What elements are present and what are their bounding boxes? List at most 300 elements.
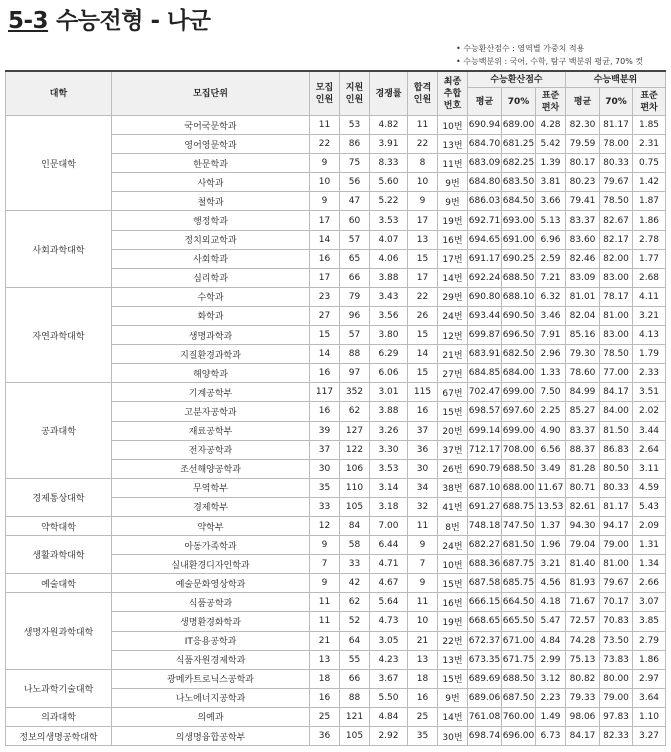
cell-score-avg: 688.36: [468, 555, 502, 574]
cell-score-sd: 1.37: [536, 516, 566, 535]
cell-unit: 나노에너지공학과: [112, 688, 310, 707]
cell-pct-70: 79.00: [600, 536, 633, 555]
cell-ratio: 3.67: [370, 669, 408, 688]
cell-ratio: 4.07: [370, 230, 408, 249]
cell-unit: 실내환경디자인학과: [112, 555, 310, 574]
cell-unit: 식품자원경제학과: [112, 650, 310, 669]
cell-final: 11번: [438, 154, 468, 173]
cell-score-avg: 748.18: [468, 516, 502, 535]
cell-pct-sd: 0.75: [633, 154, 666, 173]
section-number: 5-3: [8, 8, 49, 34]
cell-pass: 22: [408, 287, 438, 306]
cell-final: 9번: [438, 688, 468, 707]
cell-score-70: 691.00: [502, 230, 536, 249]
table-row: [6, 574, 666, 593]
cell-college: 의과대학: [6, 707, 112, 726]
cell-unit: 생명환경화학과: [112, 612, 310, 631]
table-row: [6, 669, 666, 688]
cell-ratio: 3.91: [370, 135, 408, 154]
cell-pct-sd: 2.31: [633, 135, 666, 154]
cell-pct-avg: 83.37: [566, 211, 600, 230]
cell-final: 30번: [438, 727, 468, 746]
cell-score-avg: 686.03: [468, 192, 502, 211]
cell-recruit: 11: [310, 593, 340, 612]
cell-score-avg: 698.74: [468, 727, 502, 746]
cell-ratio: 4.23: [370, 650, 408, 669]
cell-recruit: 117: [310, 383, 340, 402]
cell-recruit: 9: [310, 536, 340, 555]
header-score-group: 수능환산점수: [468, 71, 566, 88]
cell-score-avg: 666.15: [468, 593, 502, 612]
cell-pct-sd: 4.59: [633, 478, 666, 497]
cell-pct-70: 78.17: [600, 287, 633, 306]
cell-unit: 고분자공학과: [112, 402, 310, 421]
cell-score-70: 683.50: [502, 173, 536, 192]
cell-pct-sd: 3.51: [633, 383, 666, 402]
cell-final: 14번: [438, 707, 468, 726]
cell-score-sd: 4.28: [536, 116, 566, 135]
cell-college: 경제통상대학: [6, 478, 112, 516]
cell-score-sd: 1.49: [536, 707, 566, 726]
cell-recruit: 16: [310, 688, 340, 707]
cell-score-sd: 3.49: [536, 459, 566, 478]
cell-pct-70: 83.00: [600, 268, 633, 287]
cell-final: 67번: [438, 383, 468, 402]
cell-score-avg: 690.79: [468, 459, 502, 478]
cell-pct-sd: 1.85: [633, 116, 666, 135]
cell-apply: 64: [340, 631, 370, 650]
cell-recruit: 23: [310, 287, 340, 306]
cell-score-70: 682.50: [502, 345, 536, 364]
cell-ratio: 3.56: [370, 306, 408, 325]
cell-pass: 35: [408, 727, 438, 746]
cell-final: 41번: [438, 497, 468, 516]
cell-final: 24번: [438, 536, 468, 555]
cell-apply: 60: [340, 211, 370, 230]
cell-apply: 42: [340, 574, 370, 593]
cell-pct-avg: 79.41: [566, 192, 600, 211]
cell-final: 10번: [438, 555, 468, 574]
cell-pct-sd: 2.97: [633, 669, 666, 688]
cell-pct-70: 82.67: [600, 211, 633, 230]
cell-ratio: 2.92: [370, 727, 408, 746]
cell-recruit: 17: [310, 211, 340, 230]
cell-score-sd: 3.46: [536, 306, 566, 325]
cell-pass: 22: [408, 135, 438, 154]
cell-pct-sd: 3.85: [633, 612, 666, 631]
cell-score-avg: 687.58: [468, 574, 502, 593]
cell-score-sd: 2.23: [536, 688, 566, 707]
cell-score-avg: 712.17: [468, 440, 502, 459]
cell-recruit: 10: [310, 173, 340, 192]
cell-score-sd: 4.90: [536, 421, 566, 440]
cell-score-70: 689.00: [502, 116, 536, 135]
cell-pct-avg: 83.60: [566, 230, 600, 249]
cell-pct-sd: 2.02: [633, 402, 666, 421]
cell-pct-sd: 4.13: [633, 326, 666, 345]
cell-apply: 47: [340, 192, 370, 211]
cell-college: 약학대학: [6, 516, 112, 535]
cell-pass: 34: [408, 478, 438, 497]
cell-score-sd: 2.25: [536, 402, 566, 421]
header-final: 최종 추합 번호: [438, 71, 468, 116]
cell-ratio: 8.33: [370, 154, 408, 173]
cell-pass: 9: [408, 536, 438, 555]
cell-apply: 352: [340, 383, 370, 402]
cell-pass: 15: [408, 326, 438, 345]
cell-pct-avg: 83.37: [566, 421, 600, 440]
cell-pass: 16: [408, 402, 438, 421]
cell-pct-avg: 82.30: [566, 116, 600, 135]
cell-pct-avg: 83.09: [566, 268, 600, 287]
cell-pct-sd: 3.07: [633, 593, 666, 612]
cell-pass: 21: [408, 631, 438, 650]
cell-score-avg: 687.10: [468, 478, 502, 497]
cell-unit: 의예과: [112, 707, 310, 726]
cell-ratio: 3.53: [370, 459, 408, 478]
cell-final: 9번: [438, 192, 468, 211]
cell-apply: 86: [340, 135, 370, 154]
cell-pct-avg: 79.33: [566, 688, 600, 707]
header-pct-avg: 평균: [566, 88, 600, 116]
cell-pass: 13: [408, 650, 438, 669]
cell-apply: 127: [340, 421, 370, 440]
cell-score-70: 690.50: [502, 306, 536, 325]
cell-ratio: 4.71: [370, 555, 408, 574]
cell-recruit: 16: [310, 402, 340, 421]
cell-pass: 10: [408, 612, 438, 631]
cell-unit: 영어영문학과: [112, 135, 310, 154]
cell-ratio: 3.18: [370, 497, 408, 516]
cell-pass: 37: [408, 421, 438, 440]
cell-pct-70: 84.00: [600, 402, 633, 421]
cell-pct-sd: 5.43: [633, 497, 666, 516]
cell-score-70: 681.50: [502, 536, 536, 555]
cell-score-sd: 4.84: [536, 631, 566, 650]
cell-final: 27번: [438, 364, 468, 383]
cell-apply: 66: [340, 669, 370, 688]
cell-apply: 79: [340, 287, 370, 306]
cell-score-avg: 683.91: [468, 345, 502, 364]
cell-pct-70: 80.00: [600, 669, 633, 688]
cell-score-70: 671.00: [502, 631, 536, 650]
cell-ratio: 3.53: [370, 211, 408, 230]
cell-score-avg: 684.80: [468, 173, 502, 192]
cell-apply: 96: [340, 306, 370, 325]
cell-pct-sd: 1.42: [633, 173, 666, 192]
table-row: [6, 707, 666, 726]
cell-score-70: 682.25: [502, 154, 536, 173]
cell-apply: 65: [340, 249, 370, 268]
cell-pct-avg: 98.06: [566, 707, 600, 726]
cell-apply: 55: [340, 650, 370, 669]
cell-score-sd: 4.56: [536, 574, 566, 593]
cell-apply: 75: [340, 154, 370, 173]
cell-final: 9번: [438, 173, 468, 192]
cell-score-sd: 6.96: [536, 230, 566, 249]
cell-score-70: 699.00: [502, 383, 536, 402]
cell-recruit: 9: [310, 574, 340, 593]
cell-final: 13번: [438, 650, 468, 669]
cell-final: 38번: [438, 478, 468, 497]
cell-ratio: 4.82: [370, 116, 408, 135]
cell-final: 15번: [438, 402, 468, 421]
cell-ratio: 4.06: [370, 249, 408, 268]
cell-pct-70: 82.00: [600, 249, 633, 268]
cell-apply: 57: [340, 326, 370, 345]
cell-apply: 97: [340, 364, 370, 383]
cell-pct-70: 81.17: [600, 116, 633, 135]
cell-score-sd: 2.99: [536, 650, 566, 669]
cell-college: 공과대학: [6, 383, 112, 478]
cell-pct-sd: 3.11: [633, 459, 666, 478]
cell-score-sd: 6.32: [536, 287, 566, 306]
table-body: [6, 116, 666, 746]
cell-score-70: 688.75: [502, 497, 536, 516]
cell-college: 생활과학대학: [6, 536, 112, 574]
cell-pct-avg: 94.30: [566, 516, 600, 535]
cell-score-sd: 5.42: [536, 135, 566, 154]
cell-score-sd: 3.12: [536, 669, 566, 688]
table-row: [6, 593, 666, 612]
cell-pct-sd: 1.77: [633, 249, 666, 268]
admission-table: [5, 70, 666, 746]
cell-pct-70: 78.50: [600, 192, 633, 211]
table-row: [6, 536, 666, 555]
cell-recruit: 15: [310, 326, 340, 345]
cell-pct-avg: 80.71: [566, 478, 600, 497]
cell-score-70: 685.75: [502, 574, 536, 593]
cell-unit: 아동가족학과: [112, 536, 310, 555]
cell-pct-avg: 79.59: [566, 135, 600, 154]
cell-final: 21번: [438, 345, 468, 364]
cell-pct-sd: 2.64: [633, 440, 666, 459]
cell-ratio: 3.80: [370, 326, 408, 345]
cell-recruit: 37: [310, 440, 340, 459]
cell-unit: 국어국문학과: [112, 116, 310, 135]
cell-pct-avg: 74.28: [566, 631, 600, 650]
cell-unit: 정치외교학과: [112, 230, 310, 249]
cell-score-sd: 7.91: [536, 326, 566, 345]
cell-pct-avg: 82.61: [566, 497, 600, 516]
cell-recruit: 9: [310, 192, 340, 211]
cell-pass: 9: [408, 574, 438, 593]
header-college: 대학: [6, 71, 112, 116]
cell-pct-70: 81.00: [600, 306, 633, 325]
cell-final: 8번: [438, 516, 468, 535]
cell-ratio: 3.88: [370, 268, 408, 287]
cell-recruit: 30: [310, 459, 340, 478]
cell-score-sd: 6.56: [536, 440, 566, 459]
cell-recruit: 9: [310, 154, 340, 173]
header-apply: 지원 인원: [340, 71, 370, 116]
cell-pct-70: 73.50: [600, 631, 633, 650]
cell-unit: 심리학과: [112, 268, 310, 287]
cell-recruit: 18: [310, 669, 340, 688]
cell-pct-avg: 85.16: [566, 326, 600, 345]
cell-final: 14번: [438, 268, 468, 287]
cell-pass: 11: [408, 516, 438, 535]
cell-ratio: 5.64: [370, 593, 408, 612]
cell-recruit: 16: [310, 249, 340, 268]
cell-unit: 경제학부: [112, 497, 310, 516]
cell-score-avg: 684.70: [468, 135, 502, 154]
cell-pct-sd: 2.78: [633, 230, 666, 249]
cell-apply: 122: [340, 440, 370, 459]
cell-score-avg: 761.08: [468, 707, 502, 726]
cell-score-70: 687.50: [502, 688, 536, 707]
cell-pass: 7: [408, 555, 438, 574]
cell-score-sd: 7.50: [536, 383, 566, 402]
cell-pct-70: 79.67: [600, 173, 633, 192]
cell-score-sd: 5.13: [536, 211, 566, 230]
cell-ratio: 4.67: [370, 574, 408, 593]
cell-apply: 121: [340, 707, 370, 726]
cell-score-avg: 683.09: [468, 154, 502, 173]
header-pass: 합격 인원: [408, 71, 438, 116]
cell-score-70: 696.00: [502, 727, 536, 746]
cell-ratio: 5.50: [370, 688, 408, 707]
cell-score-avg: 699.14: [468, 421, 502, 440]
cell-unit: IT응용공학과: [112, 631, 310, 650]
cell-pct-avg: 72.57: [566, 612, 600, 631]
cell-recruit: 21: [310, 631, 340, 650]
note-score: • 수능환산점수 : 영역별 가중치 적용: [456, 44, 585, 53]
cell-college: 정보의생명공학대학: [6, 727, 112, 746]
cell-pct-avg: 79.04: [566, 536, 600, 555]
cell-pct-sd: 3.64: [633, 688, 666, 707]
cell-score-avg: 689.06: [468, 688, 502, 707]
cell-final: 10번: [438, 116, 468, 135]
cell-apply: 62: [340, 402, 370, 421]
cell-apply: 62: [340, 593, 370, 612]
cell-score-avg: 690.94: [468, 116, 502, 135]
cell-pct-sd: 2.79: [633, 631, 666, 650]
cell-score-avg: 698.57: [468, 402, 502, 421]
cell-unit: 사회학과: [112, 249, 310, 268]
cell-ratio: 4.84: [370, 707, 408, 726]
cell-pct-avg: 71.67: [566, 593, 600, 612]
cell-final: 20번: [438, 421, 468, 440]
cell-pct-70: 84.17: [600, 383, 633, 402]
cell-ratio: 6.29: [370, 345, 408, 364]
header-pct-group: 수능백분위: [566, 71, 666, 88]
cell-recruit: 25: [310, 707, 340, 726]
cell-score-70: 760.00: [502, 707, 536, 726]
cell-pct-avg: 81.28: [566, 459, 600, 478]
cell-unit: 식품공학과: [112, 593, 310, 612]
cell-final: 19번: [438, 211, 468, 230]
cell-pct-avg: 84.17: [566, 727, 600, 746]
cell-recruit: 11: [310, 116, 340, 135]
page-title: [8, 4, 210, 38]
cell-apply: 110: [340, 478, 370, 497]
cell-pct-70: 78.50: [600, 345, 633, 364]
cell-score-sd: 6.73: [536, 727, 566, 746]
cell-recruit: 14: [310, 345, 340, 364]
cell-score-sd: 3.21: [536, 555, 566, 574]
cell-score-avg: 691.27: [468, 497, 502, 516]
cell-apply: 58: [340, 536, 370, 555]
cell-pass: 11: [408, 593, 438, 612]
cell-pass: 30: [408, 459, 438, 478]
cell-pct-sd: 1.31: [633, 536, 666, 555]
cell-score-avg: 689.69: [468, 669, 502, 688]
cell-college: 생명자원과학대학: [6, 593, 112, 669]
cell-pct-70: 81.00: [600, 555, 633, 574]
cell-score-70: 693.00: [502, 211, 536, 230]
cell-score-70: 747.50: [502, 516, 536, 535]
cell-score-sd: 7.21: [536, 268, 566, 287]
cell-unit: 예술문화영상학과: [112, 574, 310, 593]
cell-apply: 53: [340, 116, 370, 135]
cell-pct-avg: 81.93: [566, 574, 600, 593]
cell-pct-sd: 1.87: [633, 192, 666, 211]
cell-score-sd: 11.67: [536, 478, 566, 497]
section-title: 수능전형 - 나군: [56, 8, 211, 34]
cell-apply: 88: [340, 345, 370, 364]
cell-ratio: 3.30: [370, 440, 408, 459]
cell-college: 예술대학: [6, 574, 112, 593]
cell-pct-70: 79.67: [600, 574, 633, 593]
cell-ratio: 3.05: [370, 631, 408, 650]
cell-score-avg: 702.47: [468, 383, 502, 402]
cell-pass: 36: [408, 440, 438, 459]
cell-pct-sd: 1.10: [633, 707, 666, 726]
cell-unit: 의생명융합공학부: [112, 727, 310, 746]
cell-apply: 88: [340, 688, 370, 707]
cell-ratio: 6.44: [370, 536, 408, 555]
cell-score-sd: 2.59: [536, 249, 566, 268]
cell-pass: 115: [408, 383, 438, 402]
cell-score-70: 696.50: [502, 326, 536, 345]
cell-pass: 17: [408, 211, 438, 230]
cell-unit: 사학과: [112, 173, 310, 192]
cell-apply: 105: [340, 497, 370, 516]
table-row: [6, 727, 666, 746]
cell-pass: 15: [408, 249, 438, 268]
cell-pass: 18: [408, 669, 438, 688]
cell-score-70: 708.00: [502, 440, 536, 459]
cell-recruit: 7: [310, 555, 340, 574]
cell-final: 15번: [438, 574, 468, 593]
cell-final: 29번: [438, 287, 468, 306]
cell-final: 26번: [438, 459, 468, 478]
cell-pass: 10: [408, 173, 438, 192]
cell-recruit: 11: [310, 612, 340, 631]
cell-pct-sd: 1.34: [633, 555, 666, 574]
cell-score-avg: 692.71: [468, 211, 502, 230]
cell-pass: 13: [408, 230, 438, 249]
cell-recruit: 14: [310, 230, 340, 249]
cell-unit: 해양학과: [112, 364, 310, 383]
header-pct-70: 70%: [600, 88, 633, 116]
cell-pct-sd: 1.86: [633, 211, 666, 230]
cell-final: 16번: [438, 230, 468, 249]
cell-ratio: 3.14: [370, 478, 408, 497]
cell-recruit: 36: [310, 727, 340, 746]
cell-final: 19번: [438, 612, 468, 631]
cell-score-70: 684.50: [502, 192, 536, 211]
notes: [456, 42, 643, 68]
cell-pass: 16: [408, 688, 438, 707]
cell-pct-avg: 82.46: [566, 249, 600, 268]
cell-recruit: 17: [310, 268, 340, 287]
cell-pass: 8: [408, 154, 438, 173]
cell-pct-70: 94.17: [600, 516, 633, 535]
cell-pct-70: 80.33: [600, 478, 633, 497]
cell-unit: 기계공학부: [112, 383, 310, 402]
